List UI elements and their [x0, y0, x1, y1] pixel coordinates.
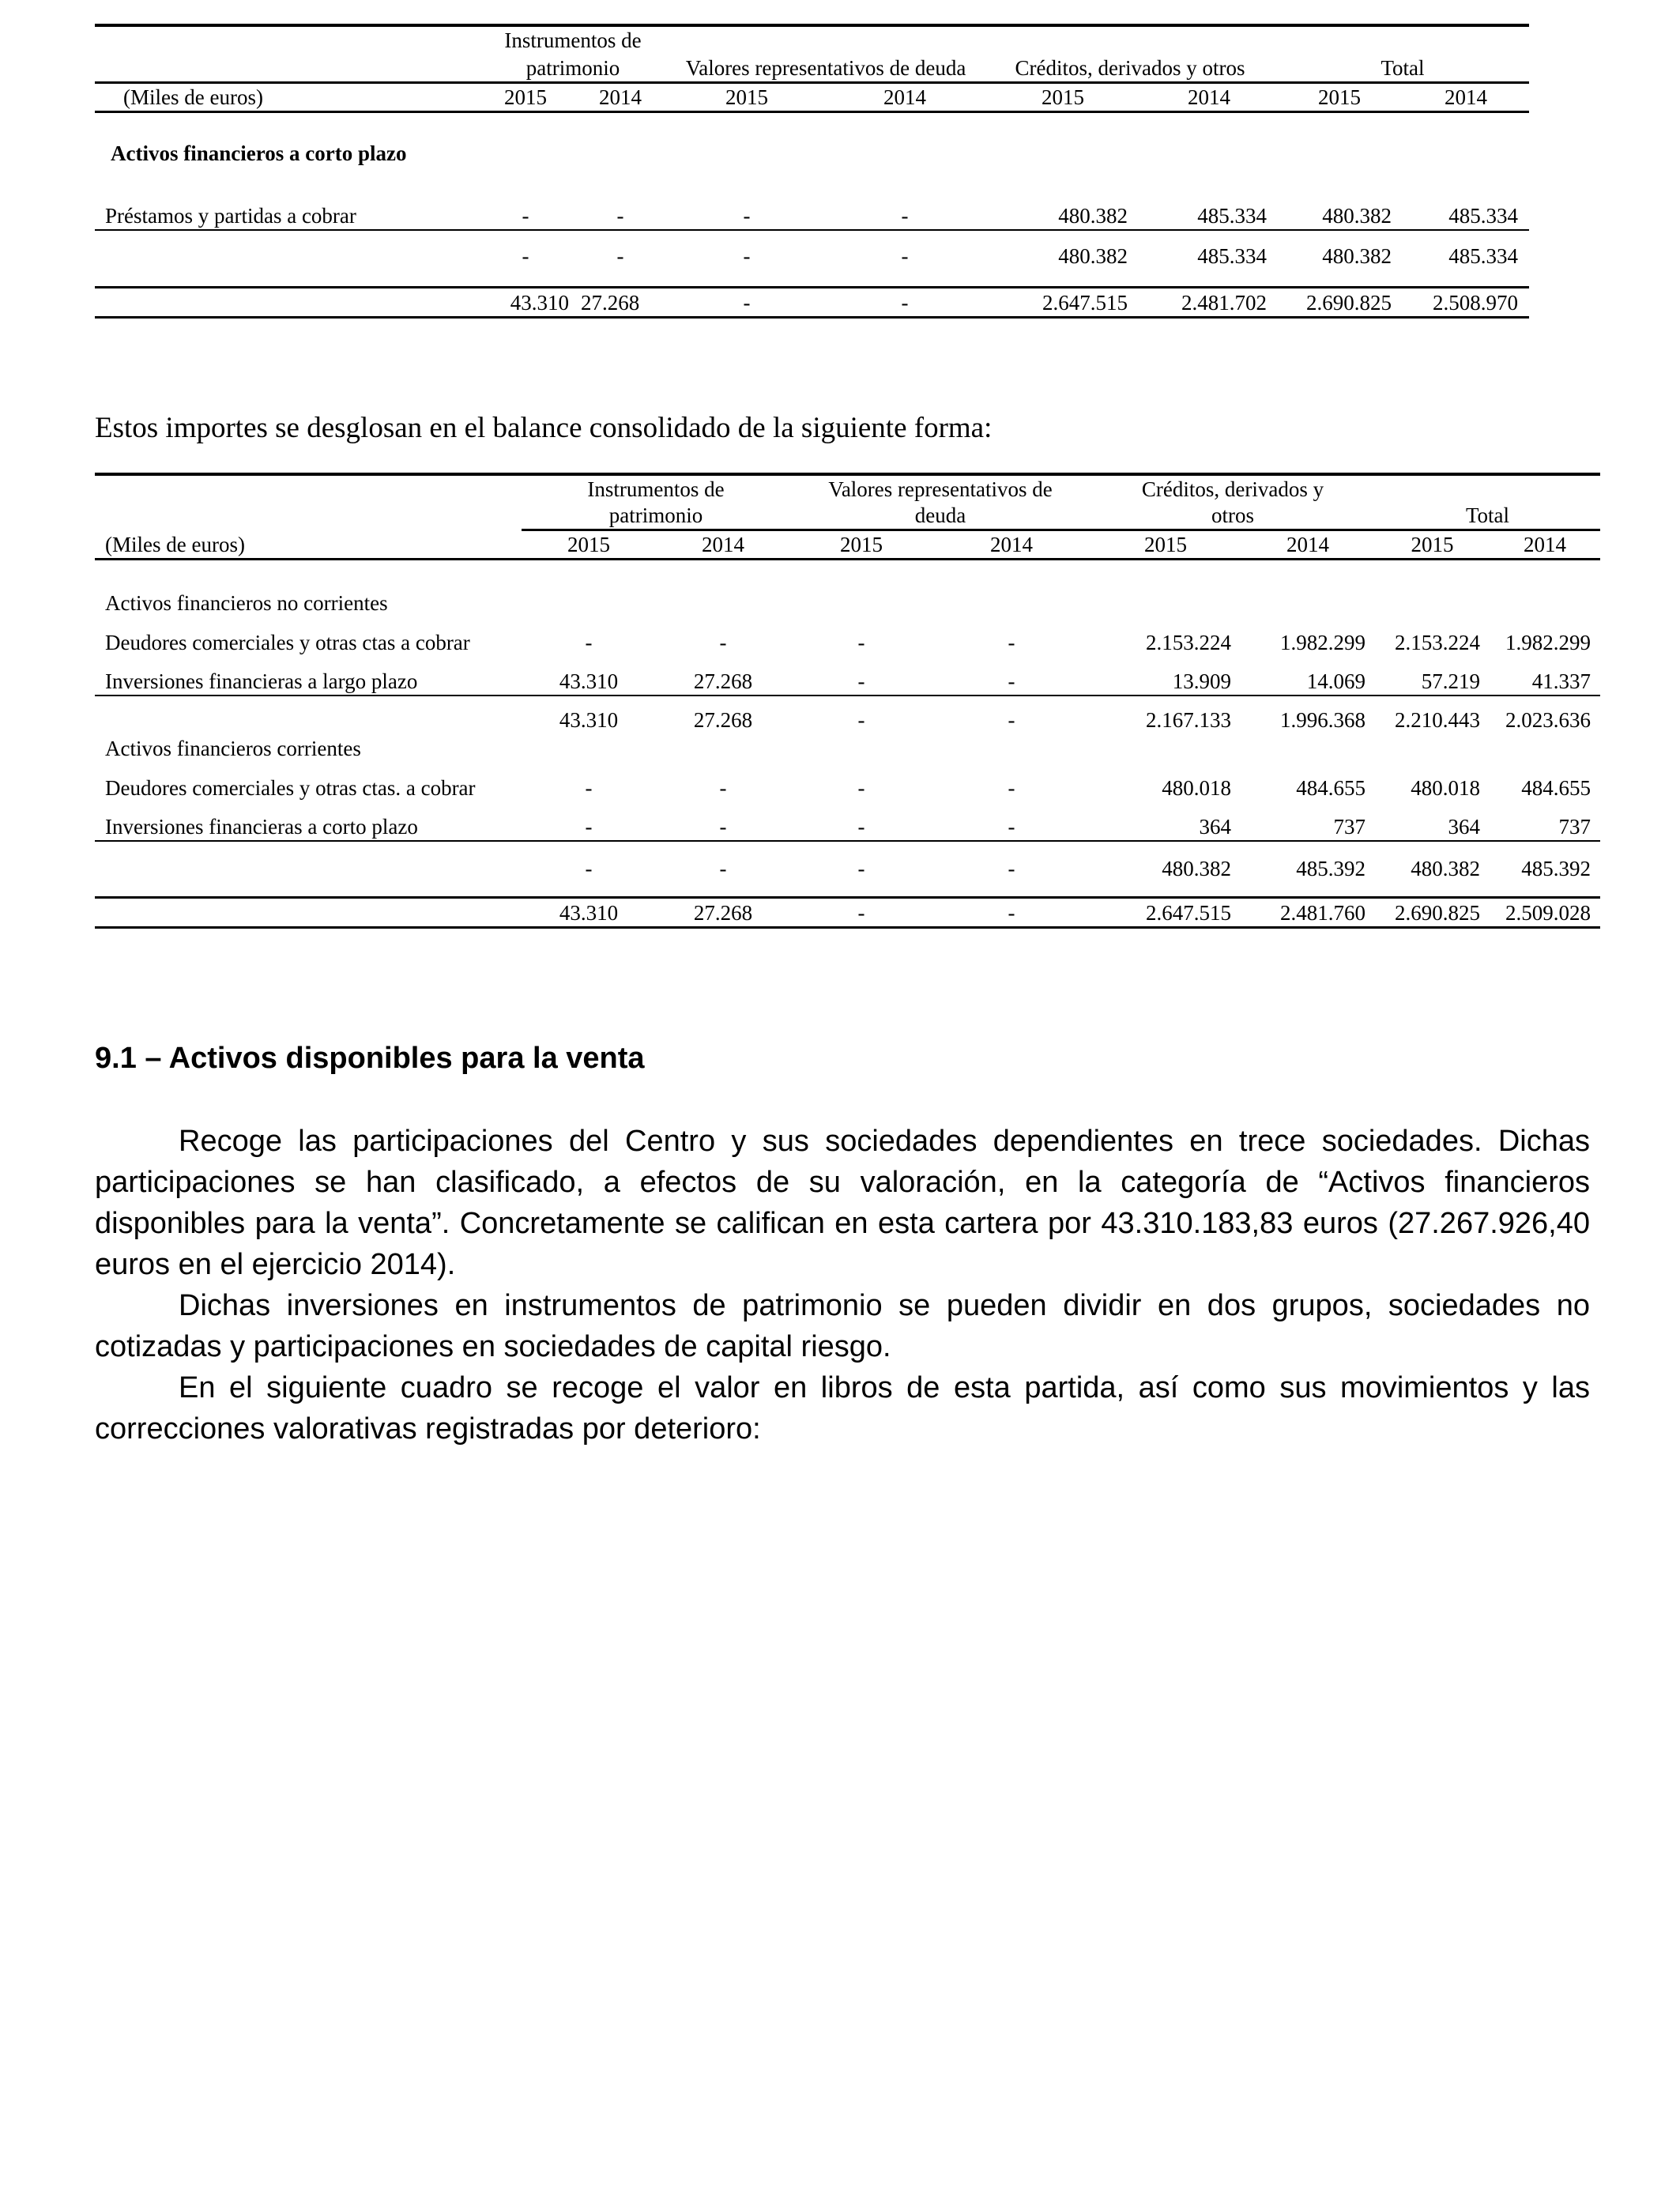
cell: 480.382: [1322, 244, 1392, 268]
cell: -: [573, 167, 668, 230]
cell: 27.268: [656, 898, 790, 928]
row-label: Préstamos y partidas a cobrar: [95, 167, 478, 230]
cell: -: [1008, 775, 1015, 800]
cell: 484.655: [1521, 775, 1591, 800]
cell: 2.647.515: [984, 287, 1142, 317]
col-group-equity-line1: Instrumentos de: [522, 474, 790, 503]
cell: 485.334: [1403, 167, 1529, 230]
year-header: 2015: [668, 82, 826, 111]
section-current-title: Activos financieros corrientes: [105, 736, 361, 760]
col-group-credits-line2: otros: [1090, 503, 1375, 530]
table-row: [95, 230, 1529, 270]
cell: 2.167.133: [1146, 707, 1232, 732]
cell: -: [790, 898, 932, 928]
cell: -: [585, 775, 593, 800]
cell: 2.210.443: [1395, 707, 1481, 732]
year-header: 2015: [790, 530, 932, 560]
year-header: 2015: [522, 530, 656, 560]
cell: 485.392: [1296, 856, 1366, 880]
cell: -: [932, 801, 1090, 841]
cell: 1.982.299: [1505, 630, 1591, 654]
cell: -: [719, 856, 727, 880]
table-subtotal-row: [95, 841, 1600, 882]
col-group-equity-line2: patrimonio: [478, 54, 668, 82]
cell: -: [668, 287, 826, 317]
cell: 43.310: [522, 656, 656, 696]
cell: -: [790, 656, 932, 696]
cell: 14.069: [1241, 656, 1375, 696]
year-header: 2014: [1490, 530, 1600, 560]
col-group-total: Total: [1375, 503, 1600, 530]
cell: -: [656, 801, 790, 841]
cell: 480.382: [1058, 244, 1128, 268]
cell: -: [719, 775, 727, 800]
year-header: 2014: [932, 530, 1090, 560]
cell: 43.310: [522, 898, 656, 928]
year-header: 2014: [826, 82, 984, 111]
section-heading: 9.1 – Activos disponibles para la venta: [95, 1042, 645, 1075]
cell: 41.337: [1490, 656, 1600, 696]
body-text: [95, 1121, 1590, 1449]
unit-label: (Miles de euros): [95, 82, 478, 111]
cell: -: [1008, 630, 1015, 654]
cell: 43.310: [478, 287, 573, 317]
year-header: 2014: [1241, 530, 1375, 560]
year-header: 2014: [656, 530, 790, 560]
row-label: Deudores comerciales y otras ctas. a cobrar: [105, 775, 476, 800]
cell: -: [790, 801, 932, 841]
row-label: Deudores comerciales y otras ctas a cobrar: [105, 630, 470, 654]
cell: 364: [1090, 801, 1241, 841]
table-row: [95, 616, 1600, 656]
row-label: Inversiones financieras a corto plazo: [95, 801, 522, 841]
row-label: [95, 230, 478, 270]
cell: 27.268: [573, 287, 668, 317]
table-row: [95, 801, 1600, 841]
cell: -: [522, 244, 529, 268]
cell: 2.509.028: [1490, 898, 1600, 928]
col-group-debt: Valores representativos de deuda: [668, 54, 984, 82]
financial-assets-balance-table: [95, 473, 1600, 929]
cell: 27.268: [656, 656, 790, 696]
cell: 485.334: [1142, 167, 1276, 230]
cell: -: [901, 244, 909, 268]
year-header: 2014: [1142, 82, 1276, 111]
unit-label: (Miles de euros): [95, 530, 522, 560]
cell: 27.268: [693, 707, 753, 732]
cell: 13.909: [1090, 656, 1241, 696]
cell: 485.334: [1448, 244, 1519, 268]
cell: -: [585, 856, 593, 880]
paragraph: Dichas inversiones en instrumentos de patrimonio se pueden dividir en dos grupos, sociedades no cotizadas y participaciones en sociedades de capital riesgo.: [95, 1289, 1590, 1363]
cell: 480.018: [1411, 775, 1481, 800]
cell: 43.310: [559, 707, 619, 732]
cell: -: [857, 856, 865, 880]
cell: 2.153.224: [1146, 630, 1232, 654]
col-group-equity-line1: Instrumentos de: [478, 25, 668, 54]
cell: -: [616, 244, 624, 268]
year-header: 2015: [984, 82, 1142, 111]
cell: 2.023.636: [1505, 707, 1591, 732]
cell: 2.481.760: [1241, 898, 1375, 928]
cell: -: [826, 167, 984, 230]
cell: 2.690.825: [1375, 898, 1490, 928]
cell: 480.382: [984, 167, 1142, 230]
year-header: 2014: [573, 82, 668, 111]
cell: 1.996.368: [1280, 707, 1366, 732]
cell: 2.690.825: [1276, 287, 1403, 317]
section-title: Activos financieros a corto plazo: [111, 141, 407, 165]
cell: 2.153.224: [1395, 630, 1481, 654]
cell: 2.481.702: [1142, 287, 1276, 317]
cell: 1.982.299: [1280, 630, 1366, 654]
cell: 485.334: [1197, 244, 1268, 268]
cell: 484.655: [1296, 775, 1366, 800]
year-header: 2015: [1276, 82, 1403, 111]
cell: 485.392: [1521, 856, 1591, 880]
cell: 480.018: [1162, 775, 1232, 800]
paragraph: En el siguiente cuadro se recoge el valor en libros de esta partida, así como sus movimientos y las correcciones valorativas registradas por deterioro:: [95, 1371, 1590, 1446]
row-label: Inversiones financieras a largo plazo: [95, 656, 522, 696]
section-noncurrent-title: Activos financieros no corrientes: [105, 590, 388, 615]
col-group-equity-line2: patrimonio: [522, 503, 790, 530]
cell: -: [932, 898, 1090, 928]
row-label: [95, 287, 478, 317]
cell: 2.508.970: [1403, 287, 1529, 317]
cell: -: [719, 630, 727, 654]
paragraph: Recoge las participaciones del Centro y sus sociedades dependientes en trece sociedades. Dichas participaciones se han clasificado, a efectos de su valoración, en la categoría de “Activos financieros disponibles para la venta”. Concretamente se califican en esta cartera por 43.310.183,83 euros (27.267.926,40 euros en el ejercicio 2014).: [95, 1125, 1590, 1281]
cell: 364: [1375, 801, 1490, 841]
table-total-row: [95, 287, 1529, 317]
table-total-row: [95, 898, 1600, 928]
col-group-credits-line1: Créditos, derivados y: [1090, 474, 1375, 503]
intro-sentence: Estos importes se desglosan en el balance consolidado de la siguiente forma:: [95, 412, 993, 444]
table-row: [95, 167, 1529, 230]
cell: -: [857, 707, 865, 732]
year-header: 2014: [1403, 82, 1529, 111]
cell: -: [743, 244, 751, 268]
year-header: 2015: [478, 82, 573, 111]
cell: -: [1008, 856, 1015, 880]
cell: -: [826, 287, 984, 317]
cell: -: [668, 167, 826, 230]
col-group-credits: Créditos, derivados y otros: [984, 54, 1276, 82]
cell: -: [585, 630, 593, 654]
cell: -: [1008, 707, 1015, 732]
table-row: [95, 656, 1600, 696]
col-group-debt-line2: deuda: [790, 503, 1090, 530]
cell: 737: [1490, 801, 1600, 841]
col-group-total: Total: [1276, 54, 1529, 82]
cell: 480.382: [1162, 856, 1232, 880]
cell: -: [522, 801, 656, 841]
cell: 480.382: [1411, 856, 1481, 880]
year-header: 2015: [1375, 530, 1490, 560]
cell: -: [932, 656, 1090, 696]
table-row: [95, 762, 1600, 801]
cell: 57.219: [1375, 656, 1490, 696]
col-group-debt-line1: Valores representativos de: [790, 474, 1090, 503]
cell: 2.647.515: [1090, 898, 1241, 928]
cell: 480.382: [1276, 167, 1403, 230]
year-header: 2015: [1090, 530, 1241, 560]
cell: -: [857, 630, 865, 654]
financial-assets-table-short-term: [95, 24, 1529, 319]
table-subtotal-row: [95, 696, 1600, 733]
cell: 737: [1241, 801, 1375, 841]
cell: -: [478, 167, 573, 230]
cell: -: [857, 775, 865, 800]
